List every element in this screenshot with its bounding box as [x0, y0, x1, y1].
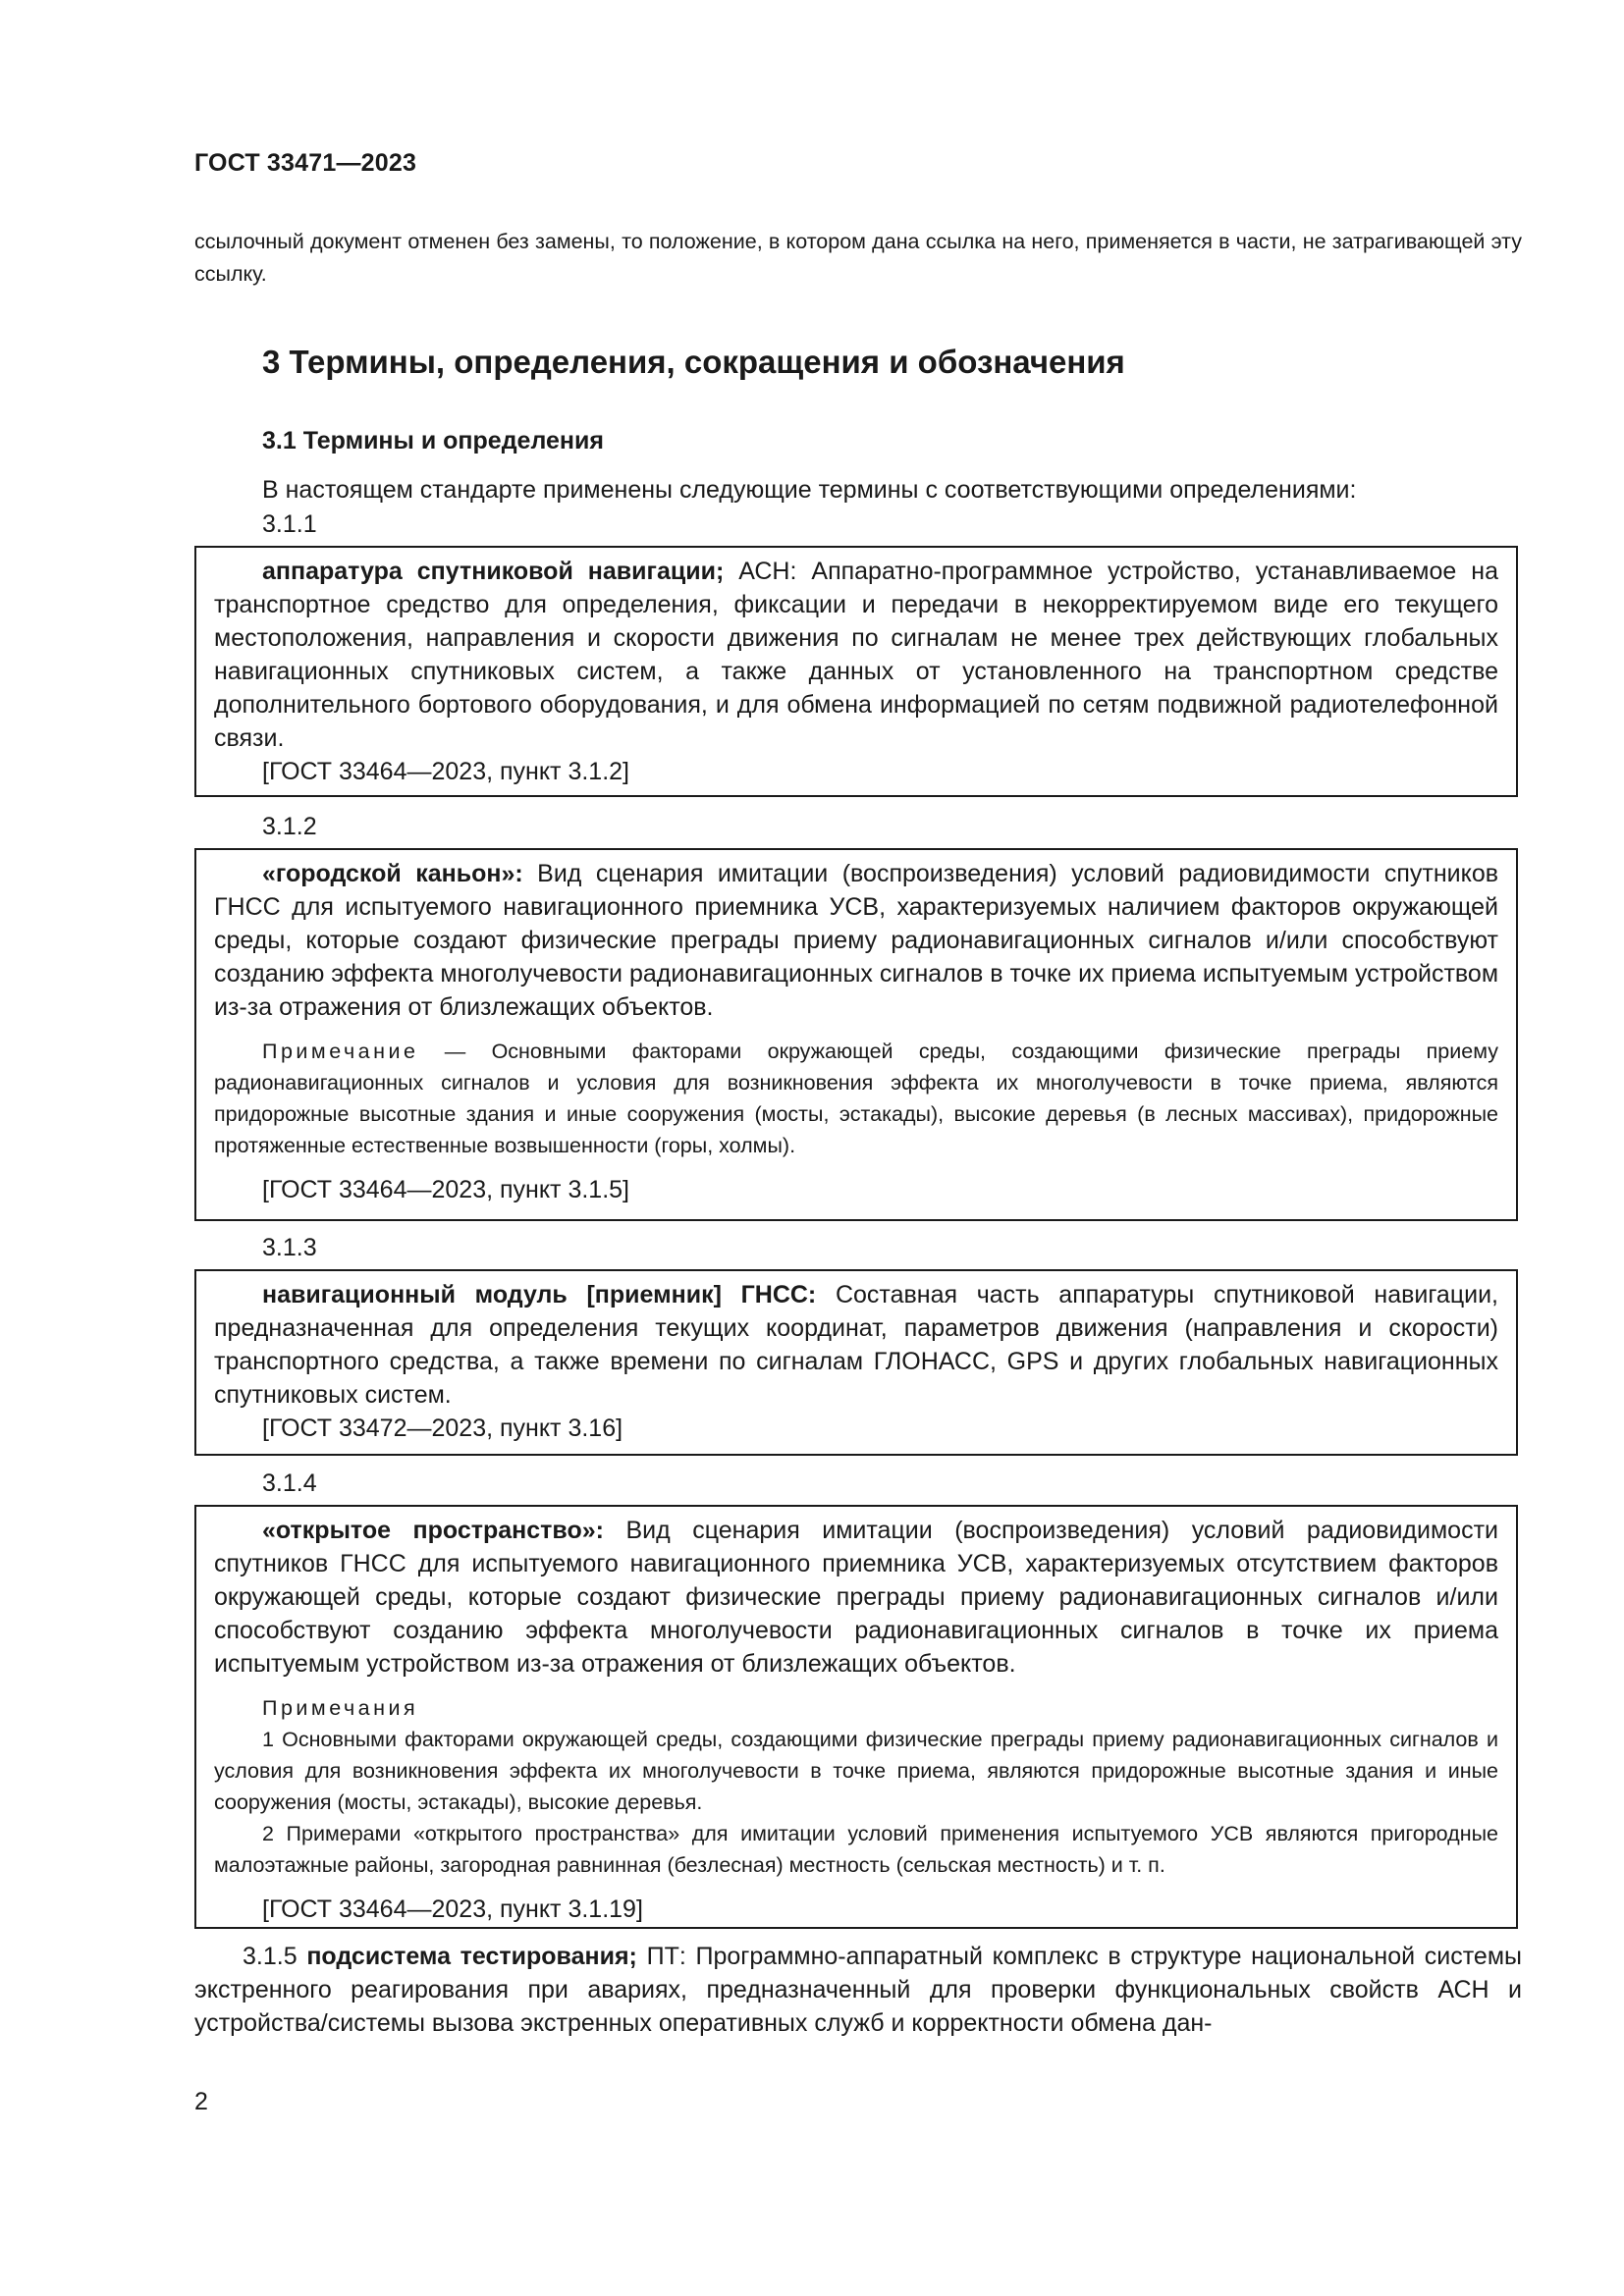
document-code-header: ГОСТ 33471—2023: [194, 149, 417, 177]
term-definition-text: Составная часть аппаратуры спутниковой навигации, предназначенная для определения текущих координат, параметров движения (направления и скорости) транспортного средства, а также времени по сигналам ГЛОНАСС, GPS и других глобальных навигационных спутниковых систем.: [214, 1281, 1499, 1409]
term-name: «городской каньон»:: [262, 860, 523, 887]
term-definition: [214, 555, 1498, 755]
term-definition-text: АСН: Аппаратно-программное устройство, устанавливаемое на транспортное средство для определения, фиксации и передачи в некорректируемом виде его текущего местоположения, направления и скорости движения по сигналам не менее трех действующих глобальных навигационных спутниковых систем, а также данных от установленного на транспортном средстве дополнительного бортового оборудования, и для обмена информацией по сетям подвижной радиотелефонной связи.: [214, 558, 1498, 752]
term-box: [194, 1505, 1518, 1929]
term-number: 3.1.2: [262, 813, 317, 840]
term-number: 3.1.3: [262, 1234, 317, 1261]
term-name: подсистема тестирования;: [306, 1943, 637, 1970]
term-source: [ГОСТ 33464—2023, пункт 3.1.19]: [262, 1896, 643, 1923]
term-definition: [214, 1278, 1498, 1412]
term-name: аппаратура спутниковой навигации;: [262, 558, 725, 585]
term-definition: [214, 1514, 1498, 1681]
note-text: — Основными факторами окружающей среды, создающими физические преграды приему радионавигационных сигналов и условия для возникновения эффекта их многолучевости в точке приема, являются придорожные высотные здания и иные сооружения (мосты, эстакады), высокие деревья (в лесных массивах), придорожные протяженные естественные возвышенности (горы, холмы).: [214, 1040, 1498, 1157]
term-box: [194, 848, 1518, 1221]
term-definition-text: ПТ: Программно-аппаратный комплекс в структуре национальной системы экстренного реагирования при авариях, предназначенный для проверки функциональных свойств АСН и устройства/системы вызова экстренных оперативных служб и корректности обмена дан-: [194, 1943, 1522, 2037]
note-item: 2 Примерами «открытого пространства» для имитации условий применения испытуемого УСВ являются пригородные малоэтажные районы, загородная равнинная (безлесная) местность (сельская местность) и т. п.: [214, 1822, 1498, 1877]
term-definition-text: Вид сценария имитации (воспроизведения) условий радиовидимости спутников ГНСС для испытуемого навигационного приемника УСВ, характеризуемых отсутствием факторов окружающей среды, которые создают физические преграды приему радионавигационных сигналов и/или способствуют созданию эффекта многолучевости радионавигационных сигналов в точке их приема испытуемым устройством из-за отражения от близлежащих объектов.: [214, 1517, 1498, 1678]
term-number: 3.1.5: [243, 1943, 298, 1970]
term-paragraph: [194, 1940, 1522, 2040]
note-item: 1 Основными факторами окружающей среды, создающими физические преграды приему радионавигационных сигналов и условия для возникновения эффекта их многолучевости в точке приема, являются придорожные высотные здания и иные сооружения (мосты, эстакады), высокие деревья.: [214, 1728, 1498, 1814]
term-definition-text: Вид сценария имитации (воспроизведения) условий радиовидимости спутников ГНСС для испытуемого навигационного приемника УСВ, характеризуемых наличием факторов окружающей среды, которые создают физические преграды приему радионавигационных сигналов и/или способствуют созданию эффекта многолучевости радионавигационных сигналов в точке их приема испытуемым устройством из-за отражения от близлежащих объектов.: [214, 860, 1499, 1021]
page-number: 2: [194, 2088, 208, 2115]
notes-label: Примечания: [262, 1696, 419, 1720]
note-label: Примечание: [262, 1040, 419, 1063]
section-heading: 3 Термины, определения, сокращения и обозначения: [262, 344, 1125, 380]
term-name: «открытое пространство»:: [262, 1517, 604, 1544]
term-source: [ГОСТ 33464—2023, пункт 3.1.5]: [262, 1176, 629, 1203]
intro-continuation-text: ссылочный документ отменен без замены, то положение, в котором дана ссылка на него, применяется в части, не затрагивающей эту ссылку.: [194, 230, 1522, 286]
term-note: [214, 1036, 1498, 1161]
section-intro-text: В настоящем стандарте применены следующие термины с соответствующими определениями:: [262, 476, 1357, 504]
term-name: навигационный модуль [приемник] ГНСС:: [262, 1281, 817, 1308]
term-number: 3.1.4: [262, 1469, 317, 1497]
term-box: [194, 1269, 1518, 1456]
subsection-heading: 3.1 Термины и определения: [262, 427, 604, 454]
term-source: [ГОСТ 33464—2023, пункт 3.1.2]: [262, 758, 629, 785]
term-definition: [214, 857, 1498, 1024]
term-box: [194, 546, 1518, 797]
term-source: [ГОСТ 33472—2023, пункт 3.16]: [262, 1415, 623, 1442]
term-number: 3.1.1: [262, 510, 317, 538]
